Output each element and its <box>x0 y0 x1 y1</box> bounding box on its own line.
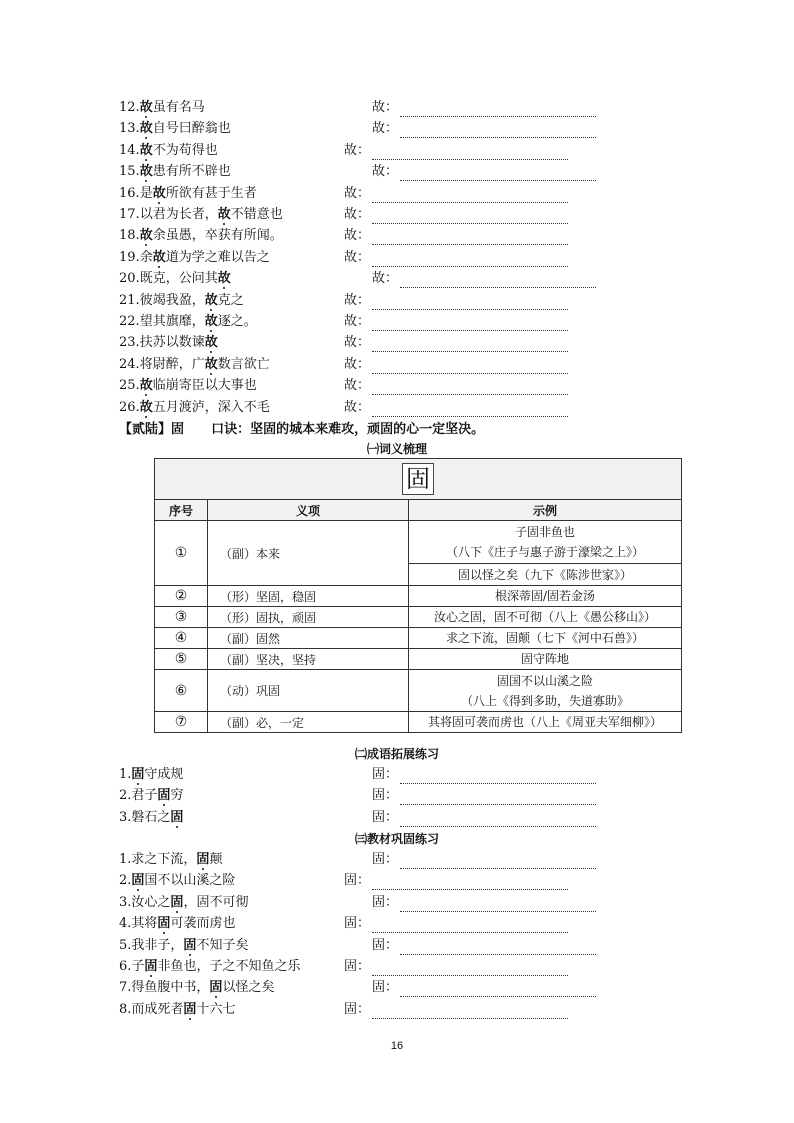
keyword: 故 <box>217 207 231 222</box>
item-number: 26. <box>119 399 140 415</box>
answer-label: 固： <box>344 916 371 932</box>
item-text-post: 穷 <box>170 788 184 804</box>
answer-blank[interactable] <box>372 253 568 267</box>
answer-blank[interactable] <box>372 919 568 933</box>
answer-field[interactable] <box>372 270 596 288</box>
keyword: 故 <box>204 292 218 308</box>
exercise-item <box>119 399 270 417</box>
answer-label: 故： <box>372 164 399 180</box>
keyword: 固 <box>131 873 145 889</box>
row-meaning: （副）本来 <box>208 521 409 586</box>
answer-field[interactable] <box>372 163 596 181</box>
answer-field[interactable] <box>372 894 596 912</box>
answer-blank[interactable] <box>372 1005 568 1019</box>
answer-label: 故： <box>344 378 371 394</box>
row-example <box>409 670 682 712</box>
answer-label: 故： <box>344 207 371 222</box>
item-text-post: 逐之。 <box>217 314 257 329</box>
keyword: 固 <box>157 916 171 932</box>
keyword: 故 <box>139 121 153 137</box>
row-num: ③ <box>155 607 208 628</box>
item-text-pre: 而成死者 <box>131 1001 184 1017</box>
exercise-item <box>119 142 218 160</box>
row-meaning: （副）固然 <box>208 628 409 649</box>
item-number: 3. <box>119 894 132 910</box>
item-number: 21. <box>119 292 140 308</box>
answer-field[interactable] <box>372 937 596 955</box>
exercise-item <box>119 249 270 267</box>
mnemonic: 口诀：坚固的城本来难攻，顽固的心一定坚决。 <box>211 422 485 437</box>
answer-blank[interactable] <box>372 381 568 395</box>
row-example <box>409 521 682 564</box>
item-text-pre: 磐石之 <box>131 809 171 825</box>
item-number: 23. <box>119 335 140 351</box>
row-num: ⑤ <box>155 649 208 670</box>
row-num: ① <box>155 521 208 586</box>
answer-label: 故： <box>344 335 371 351</box>
row-num: ④ <box>155 628 208 649</box>
item-number: 8. <box>119 1001 132 1017</box>
answer-label: 故： <box>344 399 371 415</box>
exercise-item <box>119 227 283 245</box>
example-line: 固国不以山溪之险 <box>496 673 593 688</box>
answer-blank[interactable] <box>372 296 568 310</box>
item-text-post: 国不以山溪之险 <box>144 873 236 889</box>
table-row <box>155 586 682 607</box>
answer-label: 故： <box>372 271 399 287</box>
table-header-row <box>155 500 682 521</box>
item-text-post: 克之 <box>217 292 244 308</box>
exercise-item <box>119 185 257 203</box>
exercise-item <box>119 894 248 912</box>
answer-blank[interactable] <box>400 103 596 117</box>
exercise-item <box>119 809 183 827</box>
keyword: 故 <box>204 356 218 372</box>
section-heading <box>119 418 484 437</box>
row-num: ⑦ <box>155 712 208 733</box>
example-line: 子固非鱼也 <box>514 525 575 539</box>
table-row <box>155 712 682 733</box>
item-text-post: 所欲有甚于生者 <box>165 185 257 201</box>
item-text-post: 虽有名马 <box>152 100 205 115</box>
answer-label: 固： <box>344 1001 371 1017</box>
item-text-post: 数言欲亡 <box>217 356 270 372</box>
exercise-item <box>119 937 248 955</box>
answer-field[interactable] <box>344 399 568 417</box>
item-number: 20. <box>119 271 140 287</box>
item-text-pre: 我非子， <box>131 937 184 953</box>
item-text-post: 不错意也 <box>230 207 283 222</box>
answer-blank[interactable] <box>372 189 568 203</box>
exercise-item <box>119 206 283 224</box>
col-header-meaning: 义项 <box>208 500 409 521</box>
keyword: 固 <box>131 767 145 782</box>
row-num: ② <box>155 586 208 607</box>
row-example: 固以怪之矣（九下《陈涉世家》） <box>409 564 682 586</box>
sub-heading-textbook: ㈢教材巩固练习 <box>354 832 439 846</box>
answer-blank[interactable] <box>400 898 596 912</box>
answer-label: 固： <box>344 959 371 974</box>
keyword: 固 <box>170 809 184 825</box>
answer-blank[interactable] <box>400 813 596 827</box>
answer-blank[interactable] <box>372 146 568 160</box>
answer-label: 固： <box>372 937 399 953</box>
example-line: （八上《得到多助，失道寡助》 <box>460 693 629 708</box>
item-text-pre: 其将 <box>131 916 158 932</box>
answer-label: 故： <box>344 185 371 201</box>
answer-label: 故： <box>344 142 371 158</box>
row-example: 求之下流，固颠（七下《河中石兽》） <box>409 628 682 649</box>
item-text-pre: 将尉醉，广 <box>139 356 205 372</box>
keyword: 故 <box>139 100 153 115</box>
row-example: 根深蒂固/固若金汤 <box>409 586 682 607</box>
item-text-post: 非鱼也，子之不知鱼之乐 <box>157 959 301 974</box>
sub-heading-meaning: ㈠词义梳理 <box>366 442 427 456</box>
item-number: 1. <box>119 852 132 867</box>
answer-field[interactable] <box>344 915 568 933</box>
table-row <box>155 649 682 670</box>
item-text-post: 十六七 <box>196 1001 236 1017</box>
item-text-pre: 求之下流， <box>131 852 197 867</box>
row-meaning: （副）必，一定 <box>208 712 409 733</box>
keyword: 故 <box>139 164 153 180</box>
answer-label: 故： <box>344 249 371 265</box>
item-number: 25. <box>119 378 140 394</box>
table-char-row <box>155 459 682 500</box>
answer-field[interactable] <box>344 292 568 310</box>
answer-blank[interactable] <box>372 360 568 374</box>
exercise-item <box>119 163 231 181</box>
exercise-item <box>119 787 183 805</box>
answer-field[interactable] <box>344 356 568 374</box>
item-text-post: 道为学之难以告之 <box>165 249 270 265</box>
exercise-item <box>119 979 274 997</box>
answer-field[interactable] <box>372 979 596 997</box>
answer-field[interactable] <box>372 766 596 784</box>
item-text-post: 不知子矣 <box>196 937 249 953</box>
answer-field[interactable] <box>344 206 568 224</box>
item-number: 6. <box>119 959 132 974</box>
item-text-pre: 扶苏以数谏 <box>139 335 205 351</box>
page-number: 16 <box>390 1040 404 1052</box>
row-meaning: （副）坚决，坚持 <box>208 649 409 670</box>
answer-blank[interactable] <box>400 167 596 181</box>
item-text-post: ，固不可彻 <box>183 894 249 910</box>
item-text-post: 守成规 <box>144 767 184 782</box>
exercise-item <box>119 99 205 117</box>
item-number: 22. <box>119 314 140 329</box>
answer-label: 固： <box>372 809 399 825</box>
answer-blank[interactable] <box>372 876 568 890</box>
answer-label: 故： <box>344 292 371 308</box>
keyword: 固 <box>170 894 184 910</box>
answer-blank[interactable] <box>400 274 596 288</box>
item-text-post: 患有所不辟也 <box>152 164 231 180</box>
keyword: 故 <box>217 271 231 287</box>
answer-field[interactable] <box>344 142 568 160</box>
item-number: 13. <box>119 121 140 137</box>
keyword: 故 <box>139 142 153 158</box>
item-number: 18. <box>119 228 140 244</box>
answer-field[interactable] <box>344 377 568 395</box>
keyword: 故 <box>139 399 153 415</box>
item-text-pre: 彼竭我盈， <box>139 292 205 308</box>
item-number: 1. <box>119 767 132 782</box>
keyword: 固 <box>183 1001 197 1017</box>
item-number: 4. <box>119 916 132 932</box>
row-example: 其将固可袭而虏也（八上《周亚夫军细柳》） <box>409 712 682 733</box>
item-number: 24. <box>119 356 140 372</box>
headword-char: 固 <box>402 463 434 495</box>
item-text-post: 五月渡泸，深入不毛 <box>152 399 270 415</box>
keyword: 固 <box>209 980 223 996</box>
item-text-post: 以怪之矣 <box>222 980 275 996</box>
item-number: 19. <box>119 249 140 265</box>
answer-field[interactable] <box>372 99 596 117</box>
answer-blank[interactable] <box>372 231 568 245</box>
keyword: 固 <box>157 788 171 804</box>
answer-blank[interactable] <box>372 403 568 417</box>
item-text-pre: 余 <box>139 249 153 265</box>
exercise-item <box>119 872 235 890</box>
answer-blank[interactable] <box>400 983 596 997</box>
answer-field[interactable] <box>344 313 568 331</box>
item-number: 7. <box>119 980 132 996</box>
exercise-item <box>119 313 257 331</box>
item-text-pre: 是 <box>139 185 153 201</box>
example-line: （八下《庄子与惠子游于濠梁之上》） <box>445 545 644 559</box>
table-row <box>155 521 682 564</box>
table-row <box>155 607 682 628</box>
keyword: 固 <box>144 959 158 974</box>
item-number: 2. <box>119 873 132 889</box>
item-text-pre: 得鱼腹中书， <box>131 980 210 996</box>
col-header-num: 序号 <box>155 500 208 521</box>
answer-blank[interactable] <box>372 962 568 976</box>
meaning-table <box>154 458 682 733</box>
keyword: 固 <box>196 852 210 867</box>
sub-heading-idioms: ㈡成语拓展练习 <box>354 747 439 761</box>
exercise-item <box>119 120 231 138</box>
answer-field[interactable] <box>344 334 568 352</box>
row-num: ⑥ <box>155 670 208 712</box>
answer-field[interactable] <box>344 872 568 890</box>
row-example: 汝心之固，固不可彻（八上《愚公移山》） <box>409 607 682 628</box>
answer-field[interactable] <box>344 249 568 267</box>
row-meaning: （动）巩固 <box>208 670 409 712</box>
item-number: 15. <box>119 164 140 180</box>
answer-label: 故： <box>344 314 371 329</box>
answer-field[interactable] <box>372 120 596 138</box>
keyword: 故 <box>152 185 166 201</box>
item-text-pre: 以君为长者， <box>139 207 218 222</box>
exercise-item <box>119 766 183 784</box>
keyword: 故 <box>204 314 218 329</box>
answer-label: 故： <box>372 100 399 115</box>
answer-blank[interactable] <box>400 124 596 138</box>
item-text-pre: 望其旗靡， <box>139 314 205 329</box>
exercise-item <box>119 377 257 395</box>
keyword: 故 <box>204 335 218 351</box>
answer-label: 固： <box>372 767 399 782</box>
answer-label: 固： <box>344 873 371 889</box>
section-tag: 【贰陆】固 <box>119 422 185 437</box>
answer-blank[interactable] <box>400 770 596 784</box>
item-text-pre: 既克，公问其 <box>139 271 218 287</box>
item-text-post: 可袭而虏也 <box>170 916 236 932</box>
item-number: 3. <box>119 809 132 825</box>
item-number: 14. <box>119 142 140 158</box>
item-text-post: 不为苟得也 <box>152 142 218 158</box>
answer-field[interactable] <box>344 958 568 976</box>
exercise-item <box>119 292 244 310</box>
keyword: 固 <box>183 937 197 953</box>
item-text-post: 余虽愚，卒获有所闻。 <box>152 228 283 244</box>
keyword: 故 <box>139 228 153 244</box>
table-row <box>155 628 682 649</box>
col-header-example: 示例 <box>409 500 682 521</box>
exercise-item <box>119 356 270 374</box>
item-text-pre: 子 <box>131 959 145 974</box>
answer-field[interactable] <box>372 787 596 805</box>
answer-field[interactable] <box>372 809 596 827</box>
answer-field[interactable] <box>372 851 596 869</box>
answer-blank[interactable] <box>372 210 568 224</box>
answer-field[interactable] <box>344 227 568 245</box>
answer-field[interactable] <box>344 185 568 203</box>
item-text-post: 颠 <box>209 852 223 867</box>
row-meaning: （形）坚固，稳固 <box>208 586 409 607</box>
keyword: 故 <box>139 378 153 394</box>
row-example: 固守阵地 <box>409 649 682 670</box>
item-number: 16. <box>119 185 140 201</box>
item-text-pre: 君子 <box>131 788 158 804</box>
item-text-post: 临崩寄臣以大事也 <box>152 378 257 394</box>
exercise-item <box>119 1001 235 1019</box>
item-number: 5. <box>119 937 132 953</box>
answer-label: 固： <box>372 894 399 910</box>
answer-blank[interactable] <box>400 791 596 805</box>
answer-label: 固： <box>372 852 399 867</box>
answer-blank[interactable] <box>372 317 568 331</box>
exercise-item <box>119 915 235 933</box>
keyword: 故 <box>152 249 166 265</box>
exercise-item <box>119 958 300 976</box>
exercise-item <box>119 334 218 352</box>
row-meaning: （形）固执，顽固 <box>208 607 409 628</box>
answer-field[interactable] <box>344 1001 568 1019</box>
answer-label: 故： <box>344 228 371 244</box>
table-row <box>155 670 682 712</box>
answer-label: 故： <box>372 121 399 137</box>
answer-label: 固： <box>372 788 399 804</box>
item-text-pre: 汝心之 <box>131 894 171 910</box>
item-number: 2. <box>119 788 132 804</box>
answer-label: 故： <box>344 356 371 372</box>
item-number: 17. <box>119 207 140 222</box>
answer-blank[interactable] <box>372 338 568 352</box>
answer-label: 固： <box>372 980 399 996</box>
item-number: 12. <box>119 100 140 115</box>
exercise-item <box>119 851 222 869</box>
answer-blank[interactable] <box>400 941 596 955</box>
exercise-item <box>119 270 231 288</box>
answer-blank[interactable] <box>400 855 596 869</box>
item-text-post: 自号曰醉翁也 <box>152 121 231 137</box>
